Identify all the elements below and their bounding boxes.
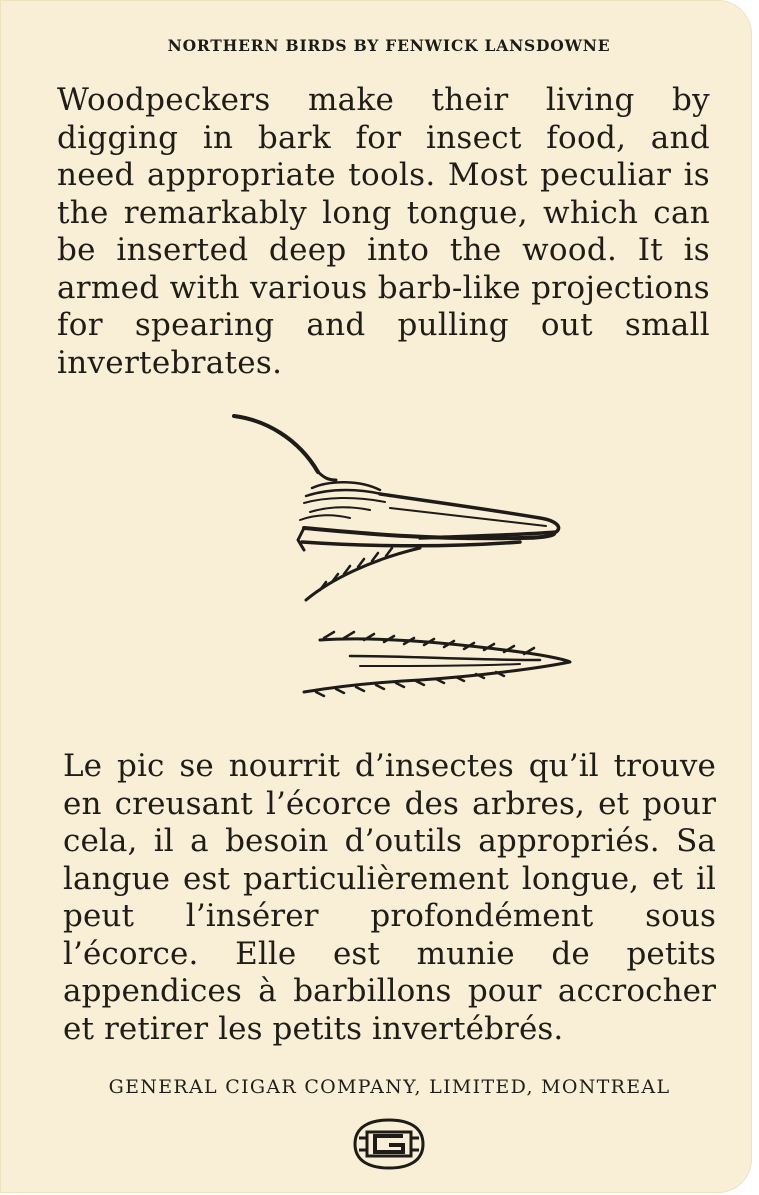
woodpecker-tongue-illustration-icon [220,400,600,720]
english-description: Woodpeckers make their living by digging in bark for insect food, and need appropriate tools. Most peculiar is the remarkably long tongue, which can be inserted deep into the wood. It is armed with various barb-like projections for spearing and pulling out small invertebrates. [57,82,710,381]
series-title: NORTHERN BIRDS BY FENWICK LANSDOWNE [167,36,611,55]
publisher-line: GENERAL CIGAR COMPANY, LIMITED, MONTREAL [108,1076,671,1098]
french-description: Le pic se nourrit d’insectes qu’il trouve en creusant l’écorce des arbres, et pour cela, il a besoin d’outils appropriés. Sa langue est particulièrement longue, et il peut l’insérer profondément sous l’écorce. Elle est munie de petits appendices à barbillons pour accrocher et retirer les petits invertébrés. [63,748,716,1047]
general-cigar-logo-icon [349,1116,429,1172]
